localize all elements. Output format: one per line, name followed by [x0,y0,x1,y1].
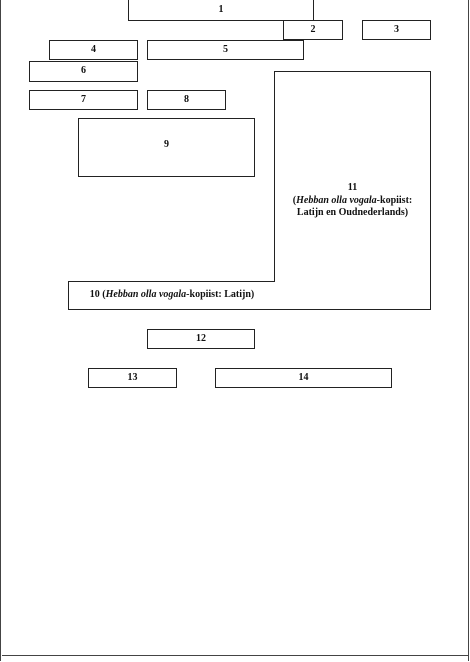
box-10-label: 10 (Hebban olla vogala-kopiist: Latijn) [89,289,255,301]
box-13-label: 13 [127,371,138,383]
box-4-label: 4 [91,43,96,55]
box-11-label-number: 11 [347,182,358,193]
box-3-label: 3 [394,23,399,35]
box-14-label: 14 [298,371,309,383]
box-12-label: 12 [196,332,206,344]
box-11 [274,71,431,310]
box-6 [29,61,138,82]
box-4 [49,40,138,60]
box-6-label: 6 [81,65,86,77]
box-10-label-italic: Hebban olla vogala [105,289,187,301]
box-5 [147,40,304,60]
box-12 [147,329,255,349]
box-1-label: 1 [218,3,224,15]
box-11-label-italic: Hebban olla vogala [296,194,377,206]
box-8 [147,90,226,110]
box-11-label-line3: Latijn en Oudnederlands) [296,207,409,218]
box-5-label: 5 [223,43,228,55]
box-7-label: 7 [81,93,86,105]
box-9 [78,118,255,177]
box-2-label: 2 [310,23,316,35]
box-3 [362,20,431,40]
bottom-rule [2,655,468,656]
box-9-label: 9 [164,139,169,150]
box-14 [215,368,392,388]
box-11-label-line2: (Hebban olla vogala-kopiist: [292,194,413,206]
box-10 [68,281,275,310]
box-11-label [275,182,430,220]
box-8-label: 8 [184,93,189,105]
box-13 [88,368,177,388]
box-2 [283,20,343,40]
box-1 [128,0,314,21]
box-7 [29,90,138,110]
